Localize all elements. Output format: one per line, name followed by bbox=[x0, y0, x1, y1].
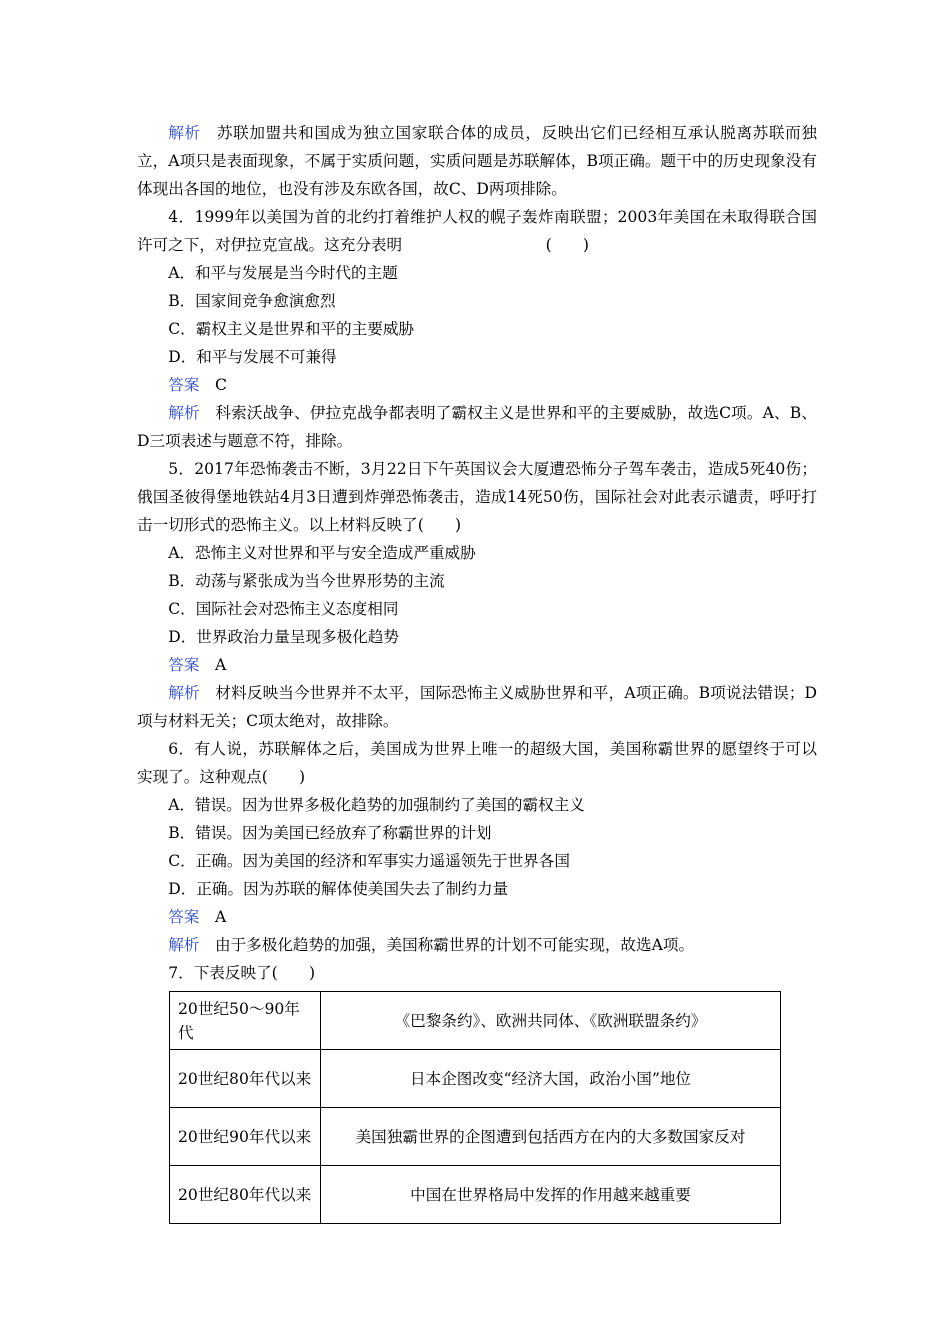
option-c: C．正确。因为美国的经济和军事实力遥遥领先于世界各国 bbox=[168, 852, 570, 870]
analysis-text: 科索沃战争、伊拉克战争都表明了霸权主义是世界和平的主要威胁，故选C项。A、B、D三项表述与题意不符，排除。 bbox=[137, 404, 817, 450]
option-c: C．霸权主义是世界和平的主要威胁 bbox=[168, 320, 415, 338]
table-cell-event: 中国在世界格局中发挥的作用越来越重要 bbox=[321, 1166, 781, 1224]
analysis-paragraph bbox=[137, 931, 817, 959]
option-d: D．世界政治力量呈现多极化趋势 bbox=[168, 628, 400, 646]
table-row bbox=[170, 1050, 781, 1108]
option-a: A．和平与发展是当今时代的主题 bbox=[168, 264, 398, 282]
option-a: A．错误。因为世界多极化趋势的加强制约了美国的霸权主义 bbox=[168, 796, 585, 814]
table-cell-period: 20世纪80年代以来 bbox=[170, 1050, 321, 1108]
analysis-tag: 解析 bbox=[168, 936, 200, 954]
table-row bbox=[170, 1166, 781, 1224]
answer-value: A bbox=[214, 908, 227, 926]
analysis-paragraph bbox=[137, 679, 817, 735]
analysis-paragraph bbox=[137, 399, 817, 455]
option-b: B．错误。因为美国已经放弃了称霸世界的计划 bbox=[168, 824, 492, 842]
question-7: 7．下表反映了( ) bbox=[168, 964, 316, 982]
document-page bbox=[137, 119, 817, 1224]
table-cell-period: 20世纪90年代以来 bbox=[170, 1108, 321, 1166]
analysis-paragraph bbox=[137, 119, 817, 203]
answer-tag: 答案 bbox=[168, 908, 200, 926]
answer-tag: 答案 bbox=[168, 376, 200, 394]
answer-line bbox=[137, 903, 817, 931]
question-4 bbox=[137, 203, 817, 259]
option-a: A．恐怖主义对世界和平与安全造成严重威胁 bbox=[168, 544, 476, 562]
answer-line bbox=[137, 651, 817, 679]
question-6: 6．有人说，苏联解体之后，美国成为世界上唯一的超级大国，美国称霸世界的愿望终于可以实现了。这种观点( ) bbox=[137, 740, 817, 786]
answer-value: A bbox=[214, 656, 227, 674]
question-5: 5．2017年恐怖袭击不断，3月22日下午英国议会大厦遭恐怖分子驾车袭击，造成5死40伤；俄国圣彼得堡地铁站4月3日遭到炸弹恐怖袭击，造成14死50伤，国际社会对此表示谴责，呼吁打击一切形式的恐怖主义。以上材料反映了( ) bbox=[137, 460, 817, 534]
table-cell-event: 美国独霸世界的企图遭到包括西方在内的大多数国家反对 bbox=[321, 1108, 781, 1166]
answer-tag: 答案 bbox=[168, 656, 200, 674]
question-text: 4．1999年以美国为首的北约打着维护人权的幌子轰炸南联盟；2003年美国在未取得联合国许可之下，对伊拉克宣战。这充分表明 bbox=[137, 208, 817, 254]
analysis-text: 苏联加盟共和国成为独立国家联合体的成员，反映出它们已经相互承认脱离苏联而独立，A项只是表面现象，不属于实质问题，实质问题是苏联解体，B项正确。题干中的历史现象没有体现出各国的地位，也没有涉及东欧各国，故C、D两项排除。 bbox=[137, 124, 817, 198]
option-d: D．正确。因为苏联的解体使美国失去了制约力量 bbox=[168, 880, 509, 898]
table-cell-event: 日本企图改变“经济大国，政治小国”地位 bbox=[321, 1050, 781, 1108]
option-c: C．国际社会对恐怖主义态度相同 bbox=[168, 600, 399, 618]
table-cell-event: 《巴黎条约》、欧洲共同体、《欧洲联盟条约》 bbox=[321, 992, 781, 1050]
option-d: D．和平与发展不可兼得 bbox=[168, 348, 337, 366]
table-cell-period: 20世纪80年代以来 bbox=[170, 1166, 321, 1224]
history-table bbox=[169, 991, 781, 1224]
answer-line bbox=[137, 371, 817, 399]
answer-bracket: ( ) bbox=[545, 236, 589, 254]
analysis-tag: 解析 bbox=[168, 684, 200, 702]
option-b: B．国家间竞争愈演愈烈 bbox=[168, 292, 336, 310]
analysis-text: 由于多极化趋势的加强，美国称霸世界的计划不可能实现，故选A项。 bbox=[214, 936, 695, 954]
table-cell-period: 20世纪50～90年代 bbox=[170, 992, 321, 1050]
analysis-tag: 解析 bbox=[168, 404, 200, 422]
analysis-text: 材料反映当今世界并不太平，国际恐怖主义威胁世界和平，A项正确。B项说法错误；D项与材料无关；C项太绝对，故排除。 bbox=[137, 684, 817, 730]
analysis-tag: 解析 bbox=[168, 124, 201, 142]
option-b: B．动荡与紧张成为当今世界形势的主流 bbox=[168, 572, 445, 590]
table-row bbox=[170, 992, 781, 1050]
answer-value: C bbox=[214, 376, 227, 394]
table-row bbox=[170, 1108, 781, 1166]
